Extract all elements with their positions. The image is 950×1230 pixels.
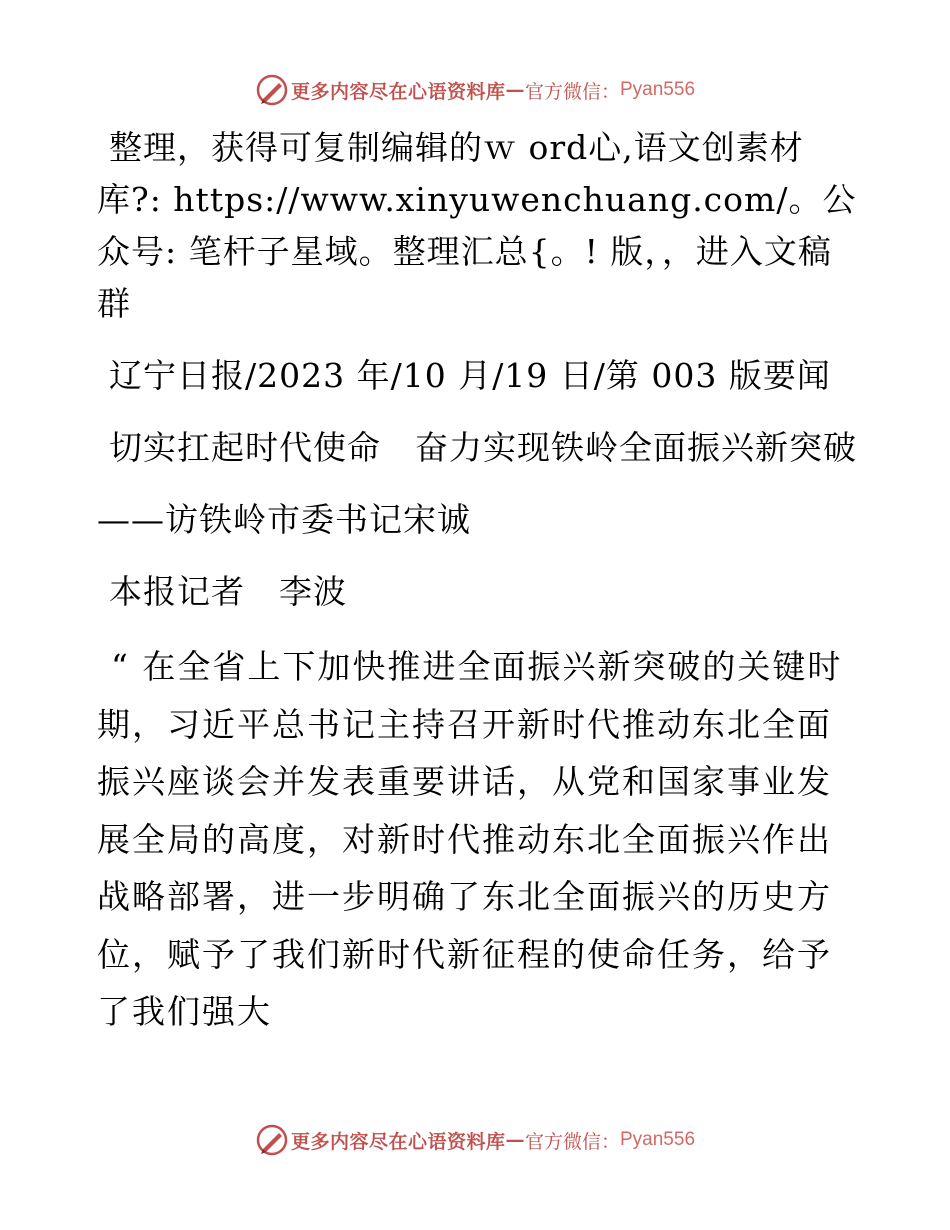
banner-wechat-label: 官方微信： [524, 1130, 620, 1153]
banner-wechat-id: Pyan556 [620, 1129, 696, 1150]
banner-dash: — [505, 1129, 525, 1151]
banner-title: 更多内容尽在心语资料库 [290, 80, 506, 103]
article-subtitle: ——访铁岭市委书记宋诚 [97, 500, 471, 539]
footer-banner [0, 1120, 950, 1160]
banner-wechat-id: Pyan556 [620, 79, 696, 100]
pen-logo-icon [255, 1123, 289, 1157]
byline: 本报记者 李波 [109, 572, 347, 611]
article-title: 切实扛起时代使命 奋力实现铁岭全面振兴新突破 [109, 428, 857, 467]
intro-paragraph: 整理，获得可复制编辑的ｗ ord心,语文创素材库?: https://www.xinyuwenchuang.com/。公众号: 笔杆子星域。整理汇总{。! 版，，进入文稿群 [97, 128, 857, 323]
document-content [97, 122, 857, 1061]
pen-logo-icon [255, 73, 289, 107]
banner-dash: — [505, 79, 525, 101]
banner-title: 更多内容尽在心语资料库 [290, 1130, 506, 1153]
header-banner [0, 70, 950, 110]
body-paragraph: “ 在全省上下加快推进全面振兴新突破的关键时期，习近平总书记主持召开新时代推动东北全面振兴座谈会并发表重要讲话，从党和国家事业发展全局的高度，对新时代推动东北全面振兴作出战略部署，进一步明确了东北全面振兴的历史方位，赋予了我们新时代新征程的使命任务，给予了我们强大 [97, 647, 843, 1031]
banner-wechat-label: 官方微信： [524, 80, 620, 103]
source-line: 辽宁日报/2023 年/10 月/19 日/第 003 版要闻 [109, 356, 831, 395]
